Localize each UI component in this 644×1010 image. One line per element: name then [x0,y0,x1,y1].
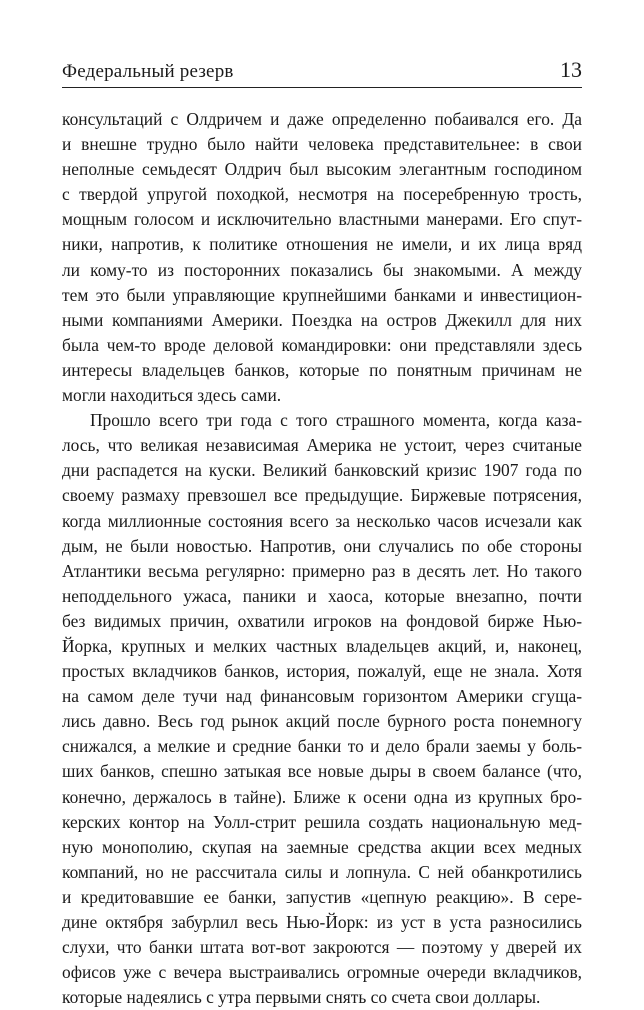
text-line: офисов уже с вечера выстраивались огромные очереди вкладчиков, [62,962,582,983]
text-line: с твердой упругой походкой, несмотря на посеребренную трость, [62,184,582,205]
text-line: неподдельного ужаса, паники и хаоса, которые внезапно, почти [62,585,582,606]
book-page [62,0,582,1008]
text-line: неполные семьдесят Олдрич был высоким элегантным господином [62,159,582,180]
text-line: ную монополию, скупая на заемные средства акции всех медных [62,836,582,857]
text-line: простых вкладчиков банков, история, пожалуй, еще не знала. Хотя [62,661,582,682]
text-line: дни распадется на куски. Великий банковский кризис 1907 года по [62,460,582,481]
text-line: мощным голосом и исключительно властными манерами. Его спут- [62,209,582,230]
text-line: которые надеялись с утра первыми снять со счета свои доллары. [62,987,541,1008]
text-line: лись давно. Весь год рынок акций после бурного роста понемногу [62,711,582,732]
running-header [62,56,582,88]
text-line: и внешне трудно было найти человека представительнее: в свои [62,134,582,155]
paragraph [62,107,582,408]
text-line: на самом деле тучи над финансовым горизонтом Америки сгуща- [62,686,582,707]
text-line: ли кому-то из посторонних показались бы знакомыми. А между [62,259,582,280]
text-line: дине октября забурлил весь Нью-Йорк: из уст в уста разносились [62,912,582,932]
text-line: Прошло всего три года с того страшного момента, когда каза- [90,410,582,431]
text-line: слухи, что банки штата вот-вот закроются — поэтому у дверей их [62,937,582,958]
text-line: могли находиться здесь сами. [62,385,282,406]
body-text [62,107,582,1010]
text-line: была чем-то вроде деловой командировки: они представляли здесь [62,334,582,355]
text-line: ших банков, спешно затыкая все новые дыры в своем балансе (что, [62,761,582,782]
page-number: 13 [560,57,582,82]
text-line: своему размаху превзошел все предыдущие. Биржевые потрясения, [62,485,582,506]
text-line: лось, что великая независимая Америка не устоит, через считаные [62,435,582,456]
text-line: без видимых причин, охватили игроков на фондовой бирже Нью- [62,610,582,631]
text-line: и кредитовавшие ее банки, запустив «цепную реакцию». В сере- [62,886,582,907]
text-line: тем это были управляющие крупнейшими банками и инвестицион- [62,284,582,305]
text-line: ники, напротив, к политике отношения не имели, и их лица вряд [62,234,582,255]
text-line: керских контор на Уолл-стрит решила создать национальную мед- [62,811,582,832]
text-line: конечно, держалось в тайне). Ближе к осени одна из крупных бро- [62,786,582,807]
running-title: Федеральный резерв [62,61,234,82]
paragraph [62,408,582,1010]
text-line: интересы владельцев банков, которые по понятным причинам не [62,359,582,380]
text-line: снижался, а мелкие и средние банки то и дело брали заемы у боль- [62,736,582,757]
text-line: когда миллионные состояния всего за несколько часов исчезали как [62,510,582,531]
text-line: компаний, но не рассчитала силы и лопнула. С ней обанкротились [62,861,582,882]
text-line: Йорка, крупных и мелких частных владельцев акций, и, наконец, [62,635,582,656]
text-line: дым, не были новостью. Напротив, они случались по обе стороны [62,535,582,556]
text-line: Атлантики весьма регулярно: примерно раз в десять лет. Но такого [62,560,582,581]
text-line: ными компаниями Америки. Поездка на остров Джекилл для них [62,309,582,330]
text-line: консультаций с Олдричем и даже определенно побаивался его. Да [62,109,582,129]
